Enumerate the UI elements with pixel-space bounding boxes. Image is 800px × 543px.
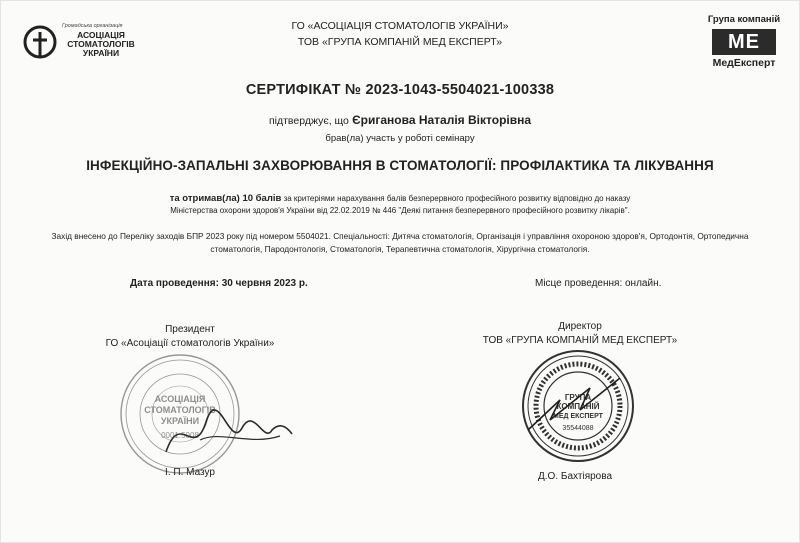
points-bold: та отримав(ла) 10 балів xyxy=(169,193,282,204)
logo-name: АСОЦІАЦІЯ СТОМАТОЛОГІВ УКРАЇНИ xyxy=(67,30,135,58)
stamp-right-line1: ГРУПА xyxy=(564,393,592,402)
person-name: Єриганова Наталія Вікторівна xyxy=(352,113,532,127)
org-line-1: ГО «АСОЦІАЦІЯ СТОМАТОЛОГІВ УКРАЇНИ» xyxy=(291,20,509,32)
logo-caption: Група компаній xyxy=(707,14,781,25)
confirms-label: підтверджує, що xyxy=(268,115,349,127)
seminar-title: ІНФЕКЦІЙНО-ЗАПАЛЬНІ ЗАХВОРЮВАННЯ В СТОМАТОЛОГІЇ: ПРОФІЛАКТИКА ТА ЛІКУВАННЯ xyxy=(86,158,714,173)
association-logo-icon xyxy=(22,22,58,62)
stamp-right-code: 35544088 xyxy=(562,425,594,432)
points-rest: за критеріями нарахування балів безперервного професійного розвитку відповідно до наказу xyxy=(281,194,631,203)
org-line-2: ТОВ «ГРУПА КОМПАНІЙ МЕД ЕКСПЕРТ» xyxy=(297,36,503,48)
stamp-left-line2: СТОМАТОЛОГІВ xyxy=(144,405,216,415)
event-date: Дата проведення: 30 червня 2023 р. xyxy=(130,278,308,289)
signer-right-name: Д.О. Бахтіярова xyxy=(538,471,612,482)
signer-right-org: ТОВ «ГРУПА КОМПАНІЙ МЕД ЕКСПЕРТ» xyxy=(482,335,678,346)
signer-right-role: Директор xyxy=(558,321,602,332)
event-info: Захід внесено до Переліку заходів БПР 2023 року під номером 5504021. Спеціальності: Дитяча стоматологія, Організація і управління охороною здоров'я, Ортодонтія, Ортопедична стоматологія, Пародонтологія, Стоматологія, Терапевтична стоматологія, Хірургічна стоматологія. xyxy=(51,231,749,254)
medexpert-logo xyxy=(700,14,788,72)
signer-left-role: Президент xyxy=(165,324,215,335)
event-place: Місце проведення: онлайн. xyxy=(535,278,662,289)
logo-brand: МедЕксперт xyxy=(712,57,776,69)
signature-right-header xyxy=(440,320,720,348)
points-text xyxy=(60,193,740,217)
logo-small-text: Громадська організація xyxy=(62,23,123,29)
signature-right-scribble xyxy=(520,370,630,440)
stamp-left-line1: АСОЦІАЦІЯ xyxy=(154,394,206,404)
stamp-right-line3: МЕД ЕКСПЕРТ xyxy=(553,413,603,420)
stamp-left-line3: УКРАЇНИ xyxy=(160,416,200,426)
medexpert-mark-icon: МЕ xyxy=(712,29,776,55)
signature-left-header xyxy=(80,323,300,351)
association-logo xyxy=(22,20,152,70)
points-line-2: Міністерства охорони здоров'я України від 22.02.2019 № 446 "Деякі питання безперервного професійного розвитку лікарів". xyxy=(170,206,630,215)
confirm-line xyxy=(180,113,620,127)
certificate-title: СЕРТИФІКАТ № 2023-1043-5504021-100338 xyxy=(245,82,555,98)
signer-left-org: ГО «Асоціації стоматологів України» xyxy=(105,338,275,349)
signature-left-scribble xyxy=(160,400,300,470)
stamp-right-line2: КОМПАНІЙ xyxy=(556,402,600,411)
stamp-left-code: 0001.5008 xyxy=(161,431,199,440)
signer-left-name: І. П. Мазур xyxy=(165,467,215,478)
participated-text: брав(ла) участь у роботі семінару xyxy=(325,133,475,144)
